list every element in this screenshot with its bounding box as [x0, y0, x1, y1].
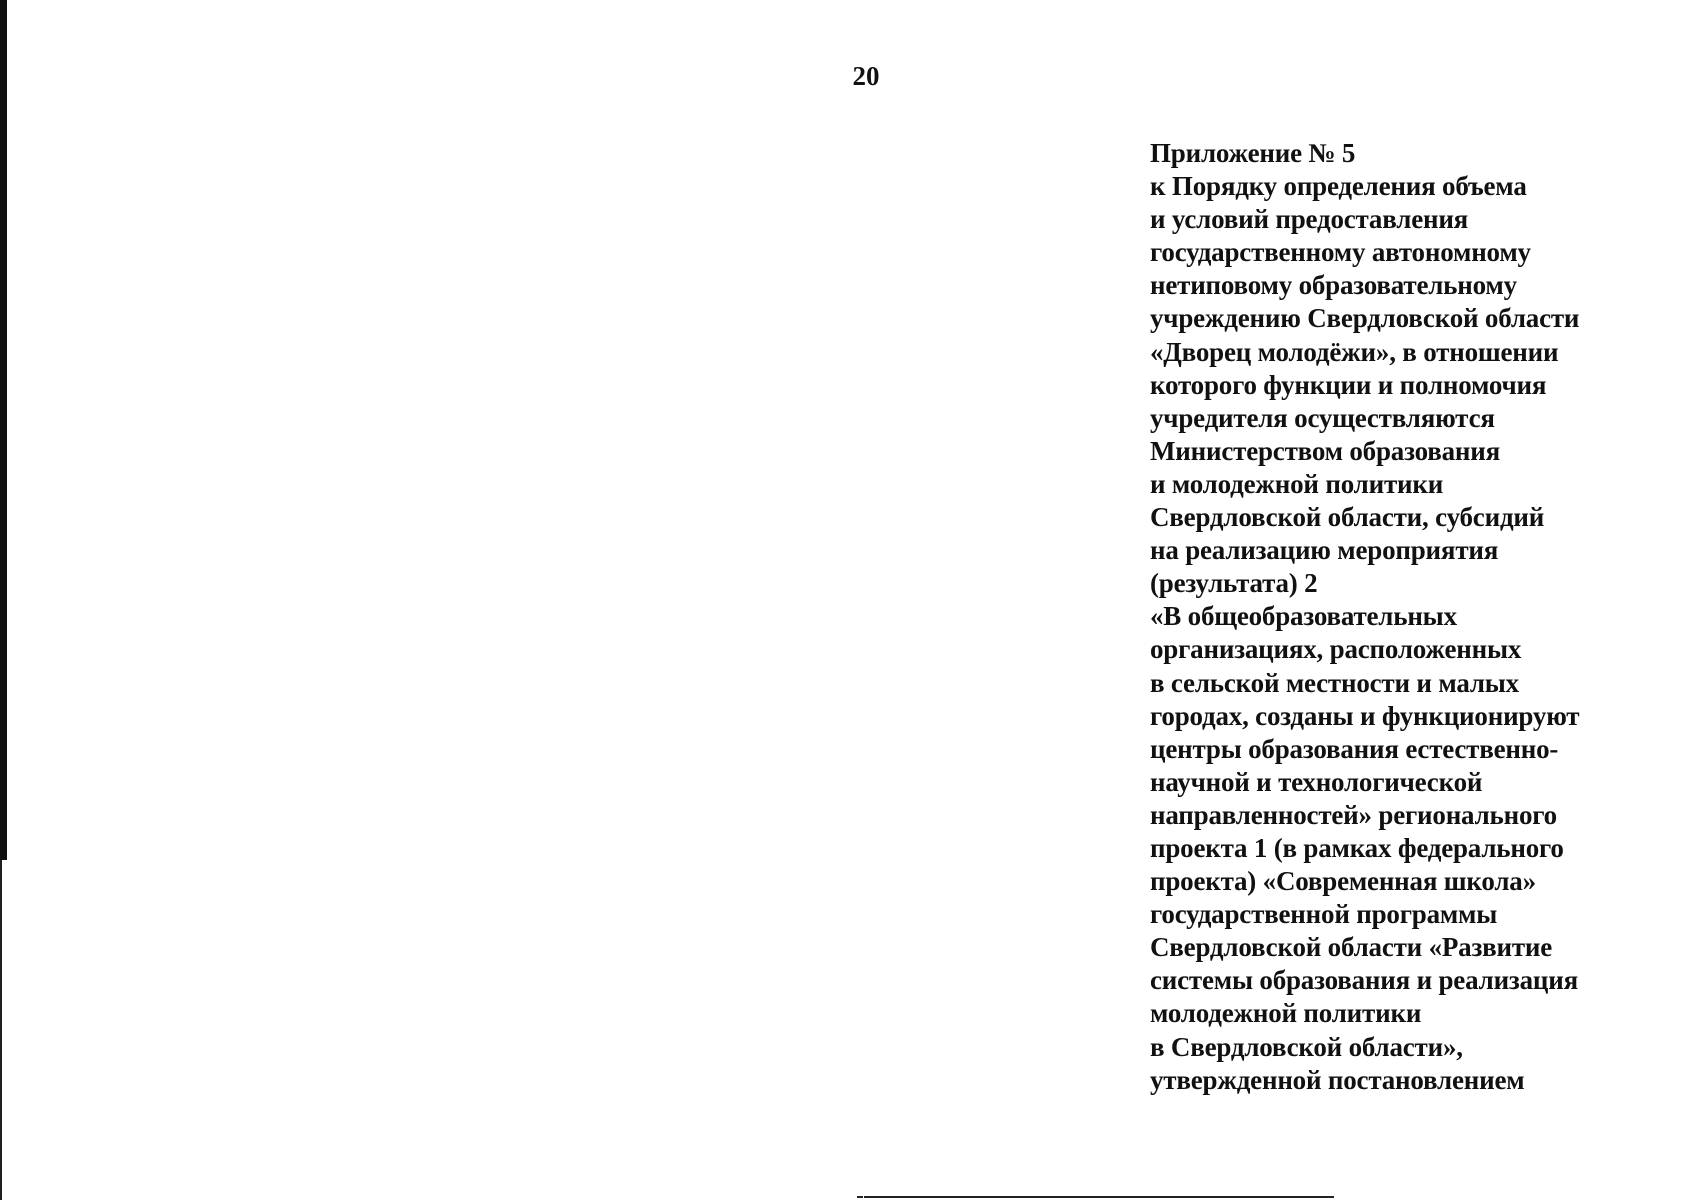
- footnote-rule: [864, 1196, 1334, 1198]
- appendix-line: Свердловской области «Развитие: [1150, 932, 1553, 963]
- footnote-rule-dash: [857, 1196, 863, 1198]
- appendix-line: государственной программы: [1150, 899, 1498, 930]
- appendix-line: проекта 1 (в рамках федерального: [1150, 832, 1564, 863]
- appendix-line: «В общеобразовательных: [1150, 601, 1457, 632]
- appendix-line: городах, созданы и функционируют: [1150, 700, 1580, 731]
- appendix-line: и условий предоставления: [1150, 204, 1469, 235]
- appendix-line: нетиповому образовательному: [1150, 270, 1517, 301]
- appendix-line: государственному автономному: [1150, 237, 1531, 268]
- scan-edge-left-lower: [0, 860, 2, 1200]
- appendix-line: проекта) «Современная школа»: [1150, 866, 1536, 897]
- appendix-line: организациях, расположенных: [1150, 634, 1522, 665]
- appendix-line: «Дворец молодёжи», в отношении: [1150, 336, 1559, 367]
- appendix-heading-block: [1150, 137, 1670, 1097]
- appendix-line: на реализацию мероприятия: [1150, 535, 1499, 566]
- appendix-line: (результата) 2: [1150, 568, 1318, 599]
- appendix-line: утвержденной постановлением: [1150, 1064, 1525, 1095]
- scan-edge-left: [0, 0, 7, 860]
- appendix-line: молодежной политики: [1150, 998, 1422, 1029]
- appendix-line: Свердловской области, субсидий: [1150, 502, 1545, 533]
- appendix-line: и молодежной политики: [1150, 468, 1444, 499]
- appendix-line: центры образования естественно-: [1150, 733, 1559, 764]
- appendix-line: Министерством образования: [1150, 435, 1501, 466]
- appendix-line: системы образования и реализация: [1150, 965, 1578, 996]
- appendix-line: Приложение № 5: [1150, 138, 1356, 168]
- appendix-line: направленностей» регионального: [1150, 799, 1557, 830]
- appendix-line: в Свердловской области»,: [1150, 1031, 1463, 1062]
- appendix-line: в сельской местности и малых: [1150, 667, 1519, 698]
- appendix-line: к Порядку определения объема: [1150, 171, 1527, 202]
- appendix-line: научной и технологической: [1150, 766, 1483, 797]
- appendix-line: которого функции и полномочия: [1150, 369, 1547, 400]
- appendix-line: учреждению Свердловской области: [1150, 303, 1580, 334]
- appendix-line: учредителя осуществляются: [1150, 402, 1495, 433]
- page-number: 20: [852, 61, 880, 91]
